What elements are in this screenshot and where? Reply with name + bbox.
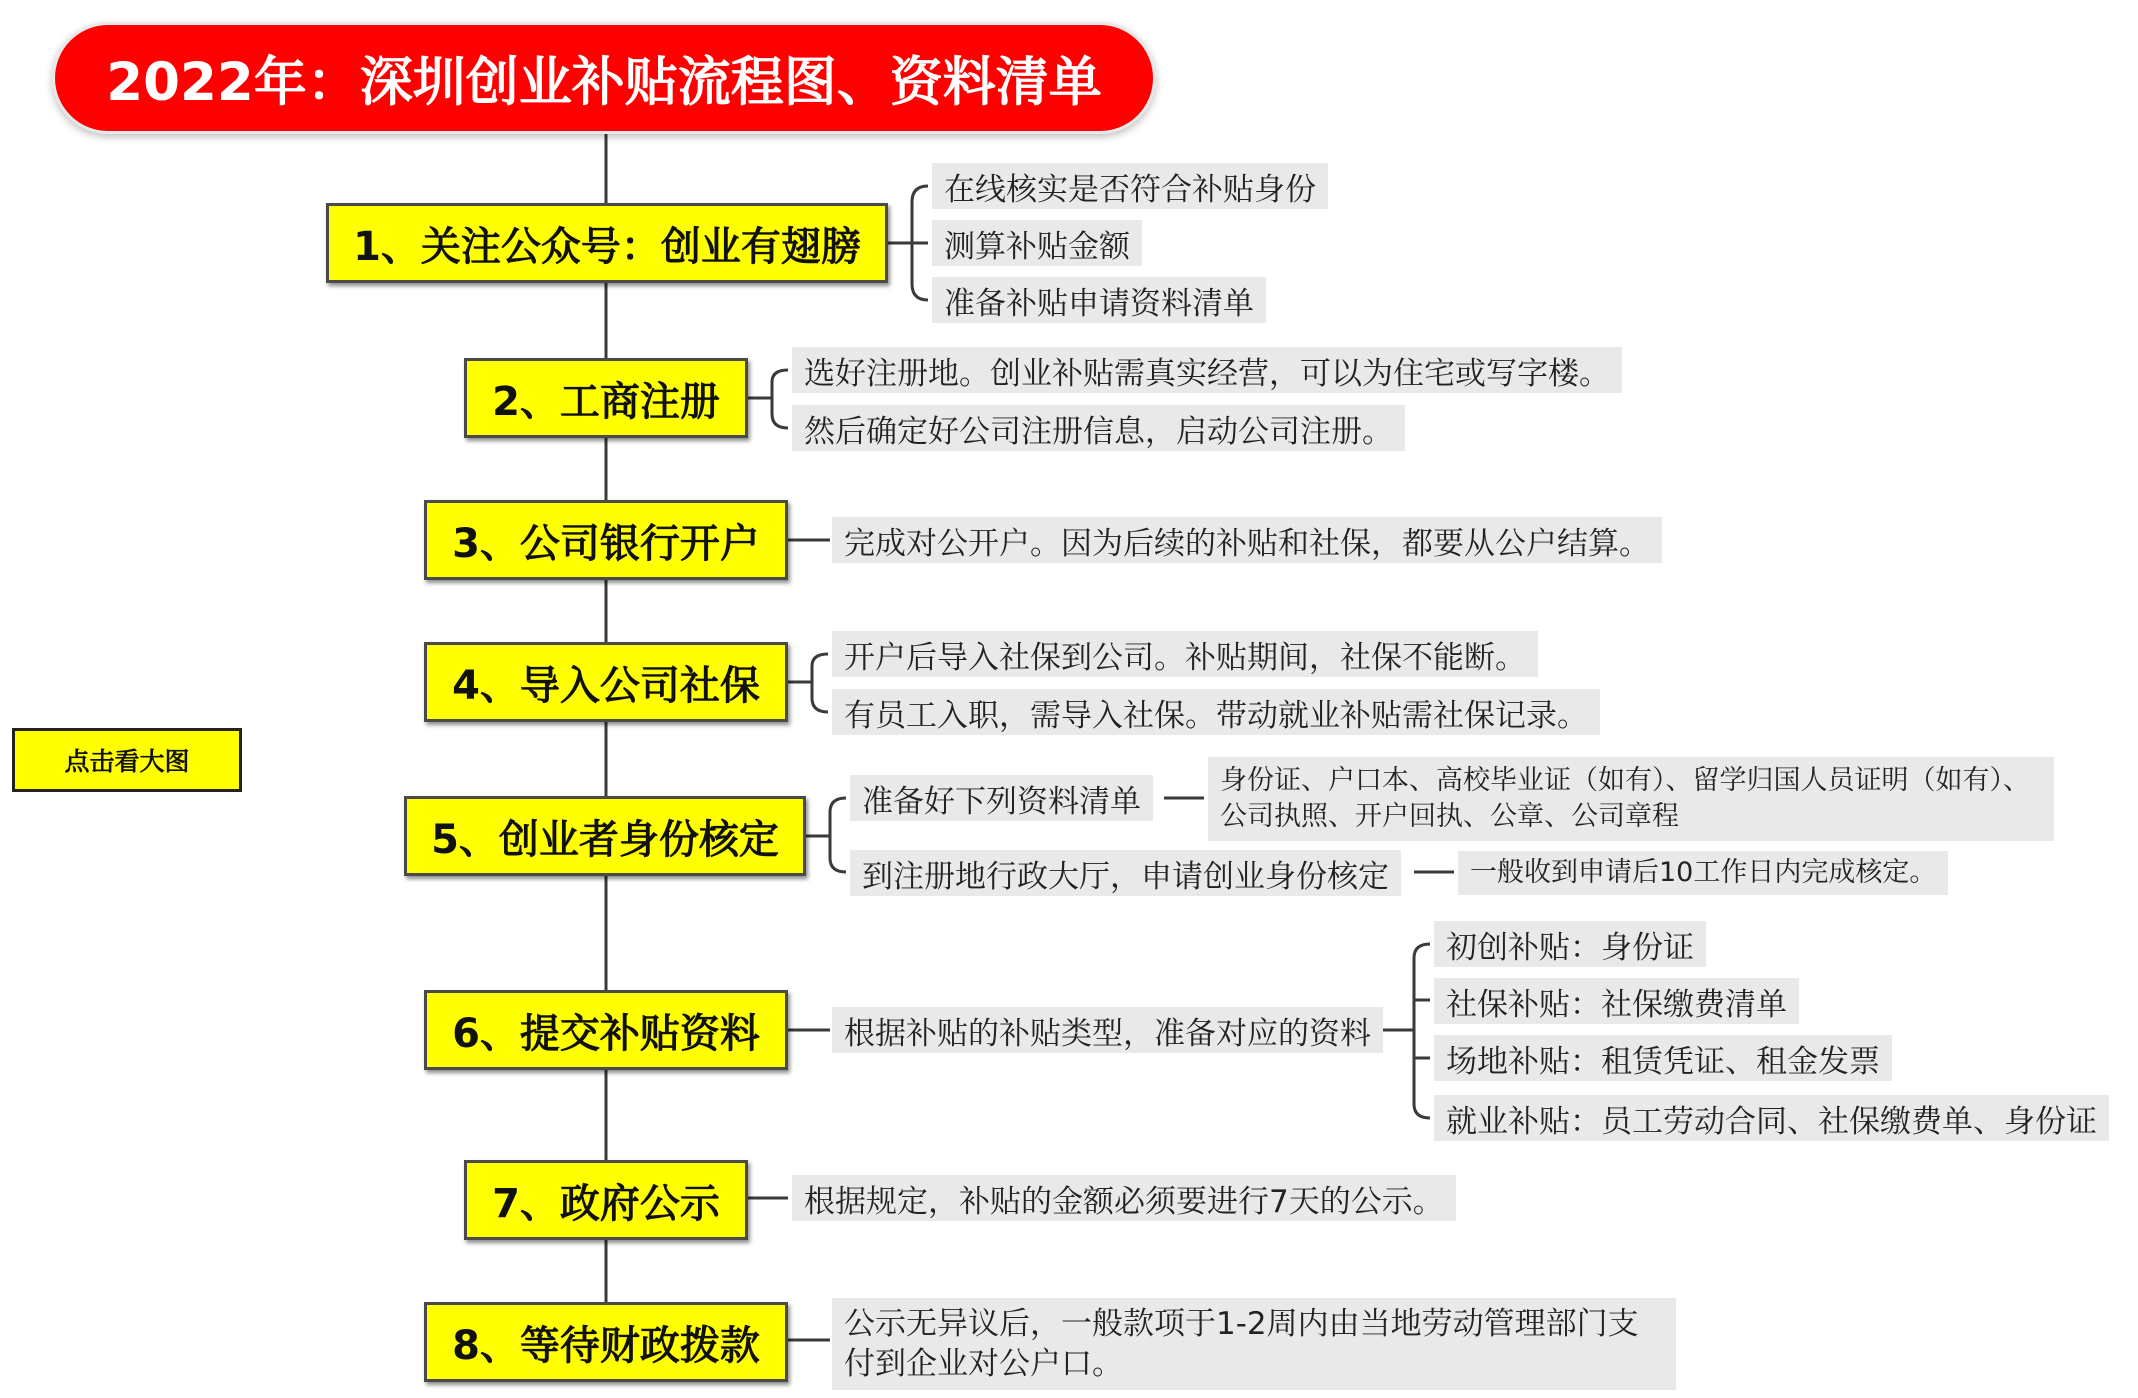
step-3-note-1: 完成对公开户。因为后续的补贴和社保，都要从公户结算。: [832, 517, 1662, 563]
step-8-note-1: 公示无异议后，一般款项于1-2周内由当地劳动管理部门支付到企业对公户口。: [832, 1298, 1676, 1390]
step-7-box: 7、政府公示: [464, 1160, 748, 1240]
step-8-box: 8、等待财政拨款: [424, 1302, 788, 1382]
step-5-box: 5、创业者身份核定: [404, 796, 806, 876]
step-6-note-1: 根据补贴的补贴类型，准备对应的资料: [832, 1007, 1383, 1053]
bracket-step-5: [830, 798, 846, 872]
step-1-note-2: 测算补贴金额: [932, 220, 1142, 266]
step-5-note-1: 准备好下列资料清单: [850, 775, 1153, 821]
step-4-box: 4、导入公司社保: [424, 642, 788, 722]
step-1-note-3: 准备补贴申请资料清单: [932, 277, 1266, 323]
bracket-step-6: [1414, 944, 1430, 1118]
step-3-box: 3、公司银行开户: [424, 500, 788, 580]
page-title: 2022年：深圳创业补贴流程图、资料清单: [52, 22, 1156, 134]
step-4-note-1: 开户后导入社保到公司。补贴期间，社保不能断。: [832, 631, 1538, 677]
step-7-note-1: 根据规定，补贴的金额必须要进行7天的公示。: [792, 1175, 1456, 1221]
step-6-box: 6、提交补贴资料: [424, 990, 788, 1070]
view-large-image-button[interactable]: 点击看大图: [12, 728, 242, 792]
step-1-box: 1、关注公众号：创业有翅膀: [326, 203, 888, 283]
step-5-docs-list: 身份证、户口本、高校毕业证（如有）、留学归国人员证明（如有）、公司执照、开户回执、公章、公司章程: [1208, 757, 2054, 841]
step-5-note-2: 到注册地行政大厅，申请创业身份核定: [850, 850, 1401, 896]
step-6-subsidy-social: 社保补贴：社保缴费清单: [1434, 978, 1799, 1024]
bracket-step-4: [812, 654, 828, 712]
step-5-timeframe: 一般收到申请后10工作日内完成核定。: [1458, 851, 1948, 895]
step-6-subsidy-startup: 初创补贴：身份证: [1434, 921, 1706, 967]
step-4-note-2: 有员工入职，需导入社保。带动就业补贴需社保记录。: [832, 689, 1600, 735]
step-6-subsidy-employment: 就业补贴：员工劳动合同、社保缴费单、身份证: [1434, 1095, 2109, 1141]
step-6-subsidy-venue: 场地补贴：租赁凭证、租金发票: [1434, 1035, 1892, 1081]
step-2-box: 2、工商注册: [464, 358, 748, 438]
step-2-note-1: 选好注册地。创业补贴需真实经营，可以为住宅或写字楼。: [792, 347, 1622, 393]
bracket-step-2: [772, 370, 788, 428]
step-2-note-2: 然后确定好公司注册信息，启动公司注册。: [792, 405, 1405, 451]
step-1-note-1: 在线核实是否符合补贴身份: [932, 163, 1328, 209]
